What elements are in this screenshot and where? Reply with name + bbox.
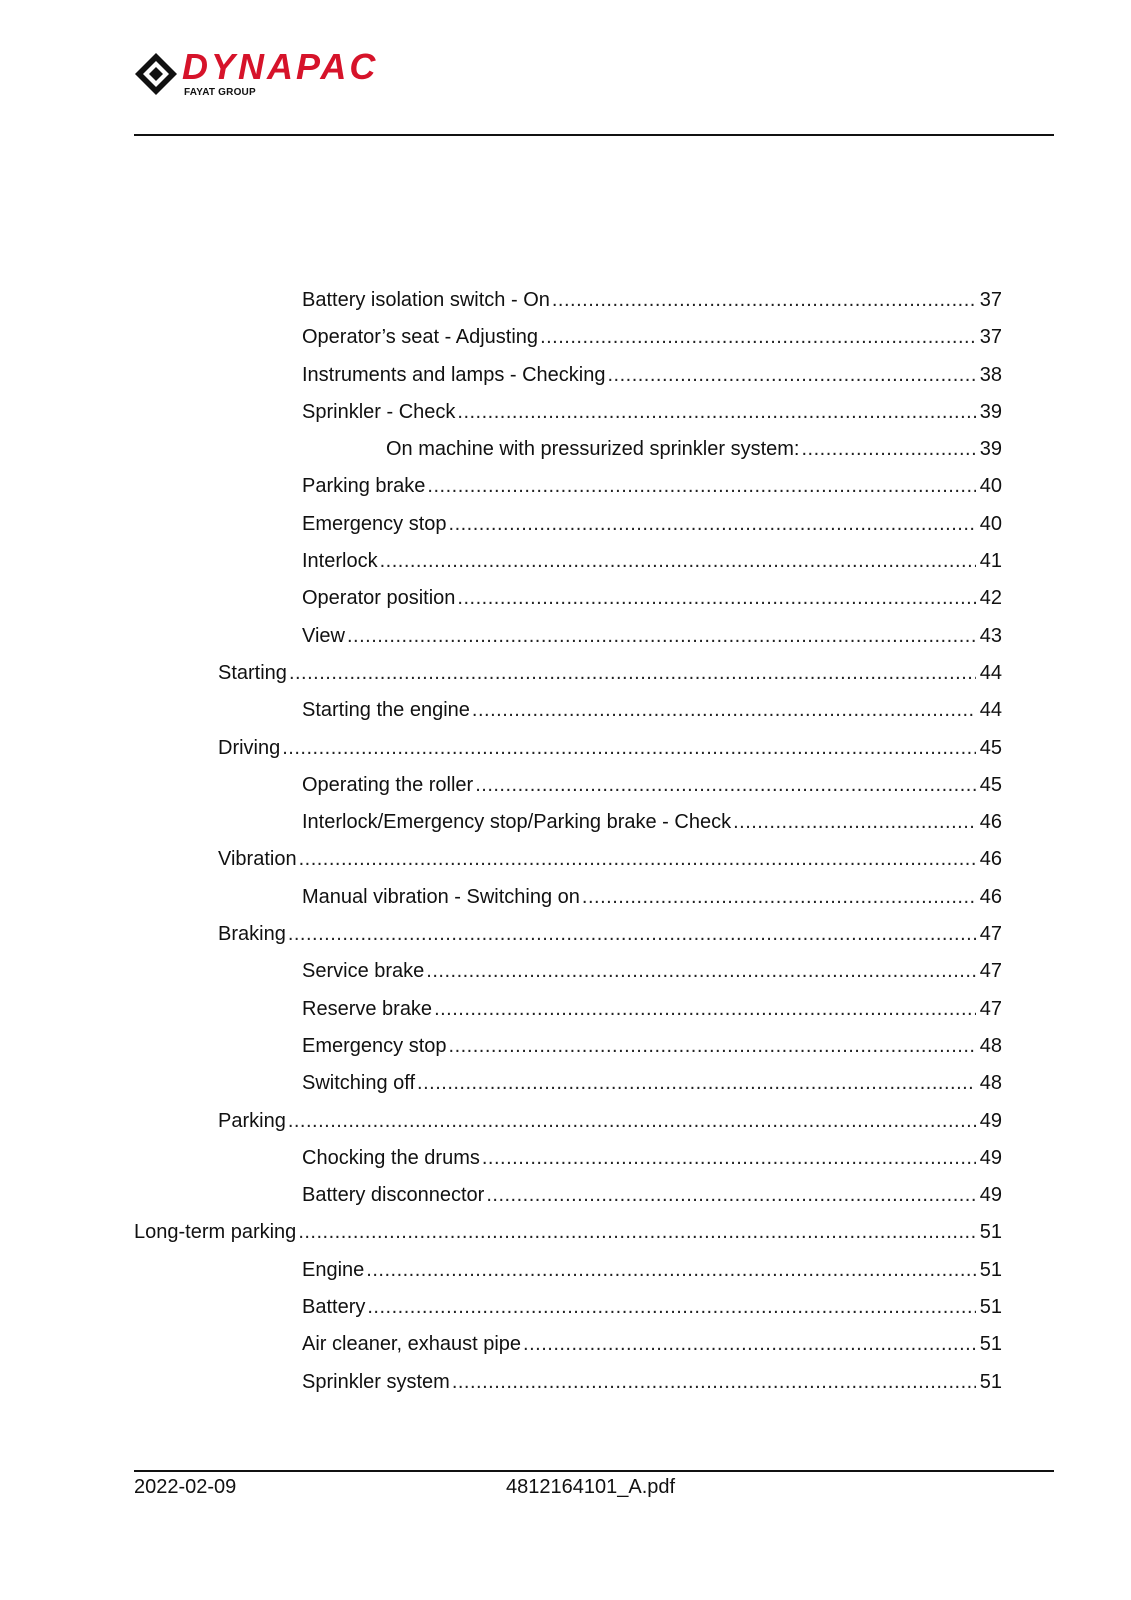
toc-entry[interactable]	[134, 661, 1002, 698]
toc-entry[interactable]	[134, 847, 1002, 884]
toc-entry-title: Sprinkler system	[302, 1370, 450, 1393]
toc-dot-leader	[607, 363, 975, 387]
toc-entry[interactable]	[134, 474, 1002, 511]
toc-entry-page-number: 51	[979, 1221, 1002, 1244]
toc-entry-title: Emergency stop	[302, 512, 447, 535]
toc-entry[interactable]	[134, 810, 1002, 847]
toc-entry-page-number: 51	[979, 1370, 1002, 1393]
footer-divider	[134, 1470, 1054, 1472]
toc-entry-title: Long-term parking	[134, 1221, 297, 1244]
toc-entry-page-number: 48	[979, 1072, 1002, 1095]
toc-entry-page-number: 47	[979, 960, 1002, 983]
toc-dot-leader	[472, 698, 976, 722]
toc-entry-title: Air cleaner, exhaust pipe	[302, 1333, 522, 1356]
toc-entry-title: Switching off	[302, 1072, 416, 1095]
toc-dot-leader	[457, 586, 975, 610]
toc-entry-page-number: 51	[979, 1296, 1002, 1319]
toc-dot-leader	[417, 1071, 976, 1095]
toc-entry[interactable]	[134, 698, 1002, 735]
toc-entry[interactable]	[134, 1146, 1002, 1183]
toc-entry-title: Parking	[218, 1109, 286, 1132]
toc-entry-title: Driving	[218, 736, 281, 759]
toc-entry-page-number: 39	[979, 400, 1002, 423]
toc-entry-title: Sprinkler - Check	[302, 400, 456, 423]
toc-dot-leader	[801, 437, 975, 461]
toc-entry[interactable]	[134, 997, 1002, 1034]
toc-entry-page-number: 44	[979, 699, 1002, 722]
toc-entry[interactable]	[134, 1183, 1002, 1220]
toc-entry[interactable]	[134, 325, 1002, 362]
toc-dot-leader	[540, 325, 976, 349]
brand-subtitle: FAYAT GROUP	[184, 87, 256, 98]
toc-entry[interactable]	[134, 288, 1002, 325]
toc-dot-leader	[288, 1109, 976, 1133]
toc-dot-leader	[289, 661, 976, 685]
toc-dot-leader	[427, 474, 975, 498]
brand-name: DYNAPAC	[182, 46, 379, 87]
toc-dot-leader	[452, 1370, 976, 1394]
toc-entry-page-number: 43	[979, 624, 1002, 647]
toc-entry-title: Starting	[218, 661, 287, 684]
toc-entry-title: Instruments and lamps - Checking	[302, 363, 606, 386]
toc-entry[interactable]	[134, 624, 1002, 661]
toc-entry[interactable]	[134, 773, 1002, 810]
toc-entry-title: Operating the roller	[302, 773, 474, 796]
toc-entry[interactable]	[134, 1220, 1002, 1257]
toc-entry-page-number: 48	[979, 1034, 1002, 1057]
toc-entry-page-number: 37	[979, 326, 1002, 349]
toc-entry-title: Chocking the drums	[302, 1146, 480, 1169]
toc-dot-leader	[475, 773, 976, 797]
toc-entry[interactable]	[134, 586, 1002, 623]
toc-dot-leader	[282, 736, 976, 760]
toc-entry-title: Battery disconnector	[302, 1184, 485, 1207]
toc-entry-title: Engine	[302, 1258, 365, 1281]
toc-entry-page-number: 38	[979, 363, 1002, 386]
toc-entry-title: Battery	[302, 1296, 366, 1319]
toc-entry[interactable]	[134, 1034, 1002, 1071]
dynapac-diamond-icon	[134, 52, 178, 96]
toc-dot-leader	[457, 400, 975, 424]
toc-entry[interactable]	[134, 512, 1002, 549]
toc-entry-title: Emergency stop	[302, 1034, 447, 1057]
toc-dot-leader	[434, 997, 976, 1021]
toc-dot-leader	[486, 1183, 975, 1207]
toc-entry-title: Operator’s seat - Adjusting	[302, 326, 539, 349]
toc-entry-title: Interlock	[302, 550, 378, 573]
toc-entry[interactable]	[134, 363, 1002, 400]
toc-dot-leader	[552, 288, 976, 312]
toc-entry[interactable]	[134, 959, 1002, 996]
toc-entry-title: Vibration	[218, 848, 297, 871]
toc-entry-title: Manual vibration - Switching on	[302, 885, 580, 908]
toc-dot-leader	[367, 1295, 975, 1319]
toc-entry-page-number: 44	[979, 661, 1002, 684]
toc-entry[interactable]	[134, 1071, 1002, 1108]
toc-entry[interactable]	[134, 736, 1002, 773]
toc-entry-page-number: 49	[979, 1146, 1002, 1169]
toc-entry-page-number: 49	[979, 1109, 1002, 1132]
header-divider	[134, 134, 1054, 136]
toc-entry-page-number: 39	[979, 438, 1002, 461]
toc-entry-title: Starting the engine	[302, 699, 470, 722]
toc-entry-page-number: 51	[979, 1333, 1002, 1356]
toc-entry-title: Braking	[218, 923, 286, 946]
toc-entry-page-number: 42	[979, 587, 1002, 610]
toc-dot-leader	[733, 810, 976, 834]
toc-entry-page-number: 46	[979, 848, 1002, 871]
toc-entry[interactable]	[134, 1332, 1002, 1369]
toc-entry-page-number: 45	[979, 773, 1002, 796]
footer-date: 2022-02-09	[134, 1476, 237, 1498]
toc-entry[interactable]	[134, 400, 1002, 437]
toc-dot-leader	[347, 624, 976, 648]
toc-entry-page-number: 51	[979, 1258, 1002, 1281]
footer-filename: 4812164101_A.pdf	[506, 1476, 676, 1498]
toc-entry-title: Reserve brake	[302, 997, 433, 1020]
toc-entry-title: On machine with pressurized sprinkler system:	[386, 438, 800, 461]
brand-logo	[134, 46, 474, 102]
toc-entry[interactable]	[134, 437, 1002, 474]
toc-entry-page-number: 37	[979, 289, 1002, 311]
toc-entry[interactable]	[134, 1258, 1002, 1295]
toc-dot-leader	[582, 885, 976, 909]
toc-entry-page-number: 41	[979, 550, 1002, 573]
toc-entry[interactable]	[134, 549, 1002, 586]
toc-entry-title: Service brake	[302, 960, 425, 983]
toc-entry-title: Parking brake	[302, 475, 426, 498]
table-of-contents	[134, 288, 1002, 1407]
toc-dot-leader	[482, 1146, 976, 1170]
toc-entry[interactable]	[134, 922, 1002, 959]
toc-entry-title: View	[302, 624, 345, 647]
toc-entry-title: Operator position	[302, 587, 456, 610]
toc-entry-page-number: 45	[979, 736, 1002, 759]
toc-dot-leader	[426, 959, 975, 983]
toc-entry-page-number: 46	[979, 885, 1002, 908]
toc-dot-leader	[449, 1034, 976, 1058]
toc-dot-leader	[298, 1220, 975, 1244]
toc-dot-leader	[299, 847, 976, 871]
toc-dot-leader	[449, 512, 976, 536]
toc-entry[interactable]	[134, 1295, 1002, 1332]
toc-entry-page-number: 40	[979, 512, 1002, 535]
toc-dot-leader	[523, 1332, 976, 1356]
toc-entry[interactable]	[134, 885, 1002, 922]
toc-entry[interactable]	[134, 1109, 1002, 1146]
toc-entry-page-number: 49	[979, 1184, 1002, 1207]
toc-entry-page-number: 47	[979, 923, 1002, 946]
toc-entry-page-number: 46	[979, 811, 1002, 834]
toc-dot-leader	[380, 549, 976, 573]
toc-entry-page-number: 47	[979, 997, 1002, 1020]
toc-entry-title: Battery isolation switch - On	[302, 289, 550, 311]
toc-entry-page-number: 40	[979, 475, 1002, 498]
toc-entry-title: Interlock/Emergency stop/Parking brake - Check	[302, 811, 732, 834]
toc-entry[interactable]	[134, 1370, 1002, 1407]
toc-dot-leader	[366, 1258, 975, 1282]
toc-dot-leader	[288, 922, 976, 946]
